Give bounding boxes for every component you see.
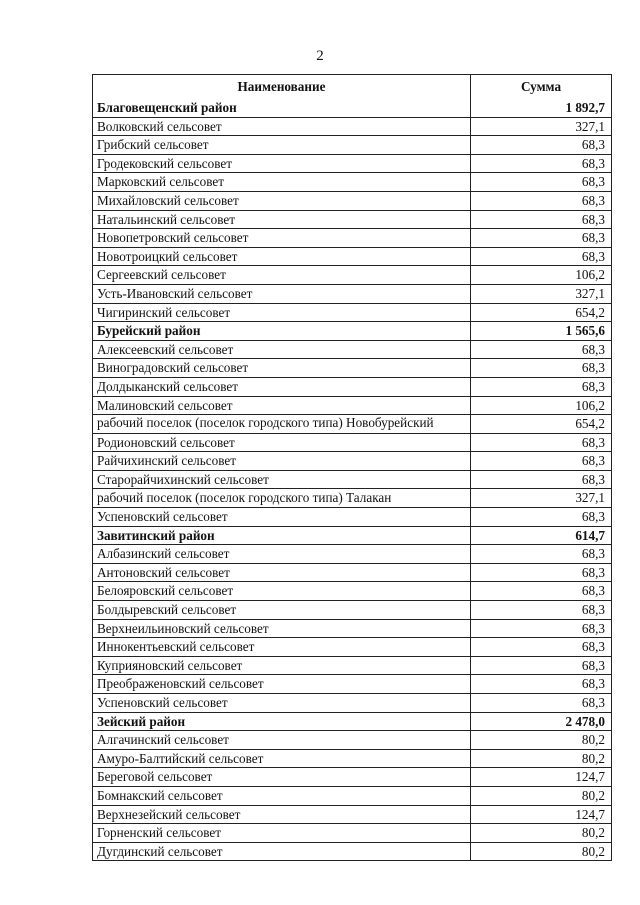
row-name: Благовещенский район <box>93 99 471 117</box>
table-row <box>93 414 611 433</box>
row-sum: 68,3 <box>581 248 605 264</box>
row-name: Успеновский сельсовет <box>93 694 471 712</box>
row-sum: 68,3 <box>581 378 605 394</box>
row-sum: 654,2 <box>575 416 605 432</box>
row-sum: 327,1 <box>575 285 605 301</box>
row-name: Родионовский сельсовет <box>93 434 471 452</box>
row-name: Алгачинский сельсовет <box>93 731 471 749</box>
row-sum: 68,3 <box>581 341 605 357</box>
table-row <box>93 117 611 136</box>
table-row <box>93 507 611 526</box>
table-row <box>93 358 611 377</box>
row-name: Верхнезейский сельсовет <box>93 806 471 824</box>
row-sum: 68,3 <box>581 602 605 618</box>
row-name: Бурейский район <box>93 322 471 340</box>
row-sum: 106,2 <box>575 267 605 283</box>
row-sum: 80,2 <box>581 732 605 748</box>
row-sum: 68,3 <box>581 137 605 153</box>
row-name: Малиновский сельсовет <box>93 397 471 415</box>
header-name: Наименование <box>93 75 471 99</box>
row-name: Усть-Ивановский сельсовет <box>93 285 471 303</box>
row-sum: 80,2 <box>581 843 605 859</box>
row-sum: 1 892,7 <box>565 100 605 115</box>
row-sum: 614,7 <box>575 527 605 543</box>
allocation-table <box>92 74 612 861</box>
table-row <box>93 135 611 154</box>
row-sum: 80,2 <box>581 750 605 766</box>
row-sum: 1 565,6 <box>565 323 605 339</box>
table-row <box>93 433 611 452</box>
row-sum: 68,3 <box>581 546 605 562</box>
row-name: Белояровский сельсовет <box>93 582 471 600</box>
table-row <box>93 247 611 266</box>
row-name: Болдыревский сельсовет <box>93 601 471 619</box>
table-row <box>93 656 611 675</box>
row-name: рабочий поселок (поселок городского типа) Талакан <box>93 489 471 507</box>
table-row <box>93 451 611 470</box>
row-sum: 68,3 <box>581 471 605 487</box>
row-name: Завитинский район <box>93 527 471 545</box>
row-name: Преображеновский сельсовет <box>93 675 471 693</box>
row-name: Куприяновский сельсовет <box>93 657 471 675</box>
table-row <box>93 470 611 489</box>
table-row <box>93 191 611 210</box>
row-sum: 68,3 <box>581 676 605 692</box>
table-row <box>93 488 611 507</box>
table-row <box>93 377 611 396</box>
row-name: Сергеевский сельсовет <box>93 266 471 284</box>
row-sum: 68,3 <box>581 583 605 599</box>
row-name: Иннокентьевский сельсовет <box>93 638 471 656</box>
row-sum: 68,3 <box>581 192 605 208</box>
row-name: Новотроицкий сельсовет <box>93 248 471 266</box>
row-sum: 80,2 <box>581 787 605 803</box>
row-sum: 68,3 <box>581 211 605 227</box>
row-sum: 68,3 <box>581 434 605 450</box>
row-sum: 2 478,0 <box>565 713 605 729</box>
table-row <box>93 396 611 415</box>
row-name: Старорайчихинский сельсовет <box>93 471 471 489</box>
row-name: Алексеевский сельсовет <box>93 341 471 359</box>
row-name: Долдыканский сельсовет <box>93 378 471 396</box>
row-name: Чигиринский сельсовет <box>93 304 471 322</box>
row-sum: 124,7 <box>575 806 605 822</box>
table-row <box>93 842 611 861</box>
row-name: Антоновский сельсовет <box>93 564 471 582</box>
table-row <box>93 805 611 824</box>
row-sum: 327,1 <box>575 118 605 134</box>
table-row <box>93 340 611 359</box>
table-row <box>93 172 611 191</box>
table-row <box>93 637 611 656</box>
table-row <box>93 749 611 768</box>
table-row <box>93 619 611 638</box>
table-row <box>93 693 611 712</box>
row-name: Зейский район <box>93 713 471 731</box>
table-row <box>93 581 611 600</box>
table-row <box>93 265 611 284</box>
row-sum: 68,3 <box>581 360 605 376</box>
row-sum: 80,2 <box>581 825 605 841</box>
header-sum: Сумма <box>520 79 562 95</box>
row-sum: 124,7 <box>575 769 605 785</box>
row-sum: 68,3 <box>581 155 605 171</box>
table-row <box>93 674 611 693</box>
table-row <box>93 563 611 582</box>
row-name: Натальинский сельсовет <box>93 211 471 229</box>
row-name: Райчихинский сельсовет <box>93 452 471 470</box>
district-row <box>93 712 611 731</box>
row-sum: 327,1 <box>575 490 605 506</box>
row-name: Албазинский сельсовет <box>93 545 471 563</box>
district-row <box>93 526 611 545</box>
row-sum: 68,3 <box>581 639 605 655</box>
table-row <box>93 303 611 322</box>
table-row <box>93 786 611 805</box>
table-row <box>93 228 611 247</box>
row-name: Волковский сельсовет <box>93 118 471 136</box>
row-name: Горненский сельсовет <box>93 824 471 842</box>
table-row <box>93 544 611 563</box>
row-sum: 68,3 <box>581 230 605 246</box>
row-name: Михайловский сельсовет <box>93 192 471 210</box>
row-name: Марковский сельсовет <box>93 173 471 191</box>
table-row <box>93 210 611 229</box>
row-sum: 654,2 <box>575 304 605 320</box>
district-row <box>93 321 611 340</box>
table-row <box>93 730 611 749</box>
row-name: Виноградовский сельсовет <box>93 359 471 377</box>
row-sum: 68,3 <box>581 695 605 710</box>
row-name: Береговой сельсовет <box>93 768 471 786</box>
row-name: Гродековский сельсовет <box>93 155 471 173</box>
row-name: Успеновский сельсовет <box>93 508 471 526</box>
row-name: Верхнеильиновский сельсовет <box>93 620 471 638</box>
row-name: Дугдинский сельсовет <box>93 843 471 861</box>
table-row <box>93 767 611 786</box>
district-row <box>93 99 611 117</box>
table-row <box>93 284 611 303</box>
table-row <box>93 600 611 619</box>
page-number: 2 <box>316 48 324 64</box>
table-header-row <box>93 75 611 99</box>
row-name: Новопетровский сельсовет <box>93 229 471 247</box>
row-sum: 68,3 <box>581 509 605 525</box>
row-name: рабочий поселок (поселок городского типа) Новобурейский <box>93 415 471 433</box>
table-row <box>93 823 611 842</box>
row-name: Грибский сельсовет <box>93 136 471 154</box>
table-row <box>93 154 611 173</box>
row-sum: 68,3 <box>581 657 605 673</box>
table-body <box>93 99 611 860</box>
row-sum: 68,3 <box>581 564 605 580</box>
row-sum: 68,3 <box>581 453 605 469</box>
row-name: Амуро-Балтийский сельсовет <box>93 750 471 768</box>
row-name: Бомнакский сельсовет <box>93 787 471 805</box>
row-sum: 68,3 <box>581 620 605 636</box>
row-sum: 68,3 <box>581 174 605 190</box>
row-sum: 106,2 <box>575 397 605 413</box>
